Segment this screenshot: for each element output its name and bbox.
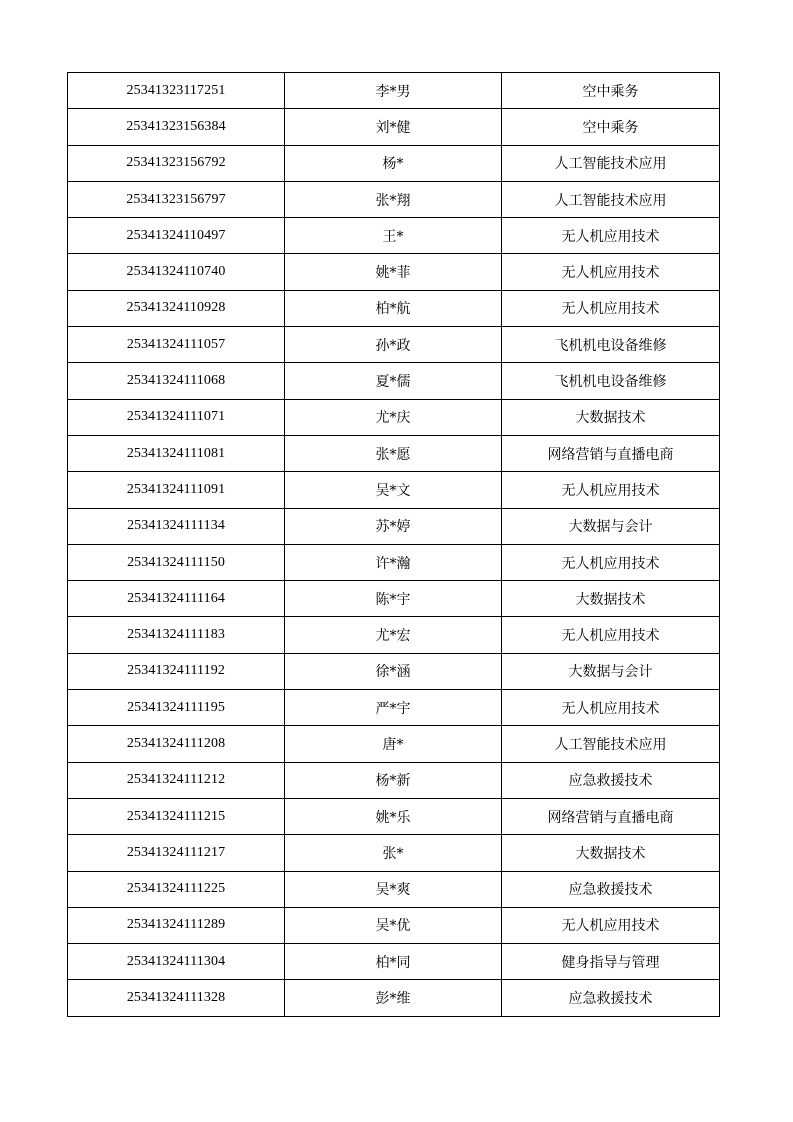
major-cell: 飞机机电设备维修	[502, 327, 720, 363]
table-row	[68, 508, 720, 544]
major-cell: 无人机应用技术	[502, 254, 720, 290]
student-id-cell: 25341324111304	[68, 944, 285, 980]
table-row	[68, 581, 720, 617]
table-row	[68, 109, 720, 145]
student-name-cell: 张*翔	[285, 181, 502, 217]
major-cell: 空中乘务	[502, 73, 720, 109]
student-id-cell: 25341324111071	[68, 399, 285, 435]
student-name-cell: 柏*航	[285, 290, 502, 326]
student-id-cell: 25341324111289	[68, 907, 285, 943]
student-name-cell: 徐*涵	[285, 653, 502, 689]
major-cell: 人工智能技术应用	[502, 145, 720, 181]
major-cell: 无人机应用技术	[502, 218, 720, 254]
table-row	[68, 690, 720, 726]
student-id-cell: 25341323156797	[68, 181, 285, 217]
student-name-cell: 王*	[285, 218, 502, 254]
student-name-cell: 吴*文	[285, 472, 502, 508]
student-id-cell: 25341324111328	[68, 980, 285, 1016]
major-cell: 无人机应用技术	[502, 617, 720, 653]
student-id-cell: 25341324111192	[68, 653, 285, 689]
major-cell: 无人机应用技术	[502, 290, 720, 326]
major-cell: 网络营销与直播电商	[502, 798, 720, 834]
table-row	[68, 980, 720, 1016]
student-name-cell: 姚*菲	[285, 254, 502, 290]
student-id-cell: 25341323156792	[68, 145, 285, 181]
major-cell: 大数据与会计	[502, 508, 720, 544]
student-id-cell: 25341324110497	[68, 218, 285, 254]
table-row	[68, 726, 720, 762]
student-name-cell: 姚*乐	[285, 798, 502, 834]
table-row	[68, 617, 720, 653]
student-id-cell: 25341324111081	[68, 435, 285, 471]
table-row	[68, 73, 720, 109]
student-name-cell: 李*男	[285, 73, 502, 109]
major-cell: 网络营销与直播电商	[502, 435, 720, 471]
major-cell: 大数据技术	[502, 399, 720, 435]
student-name-cell: 陈*宇	[285, 581, 502, 617]
student-id-cell: 25341324111217	[68, 835, 285, 871]
student-name-cell: 许*瀚	[285, 544, 502, 580]
major-cell: 无人机应用技术	[502, 690, 720, 726]
table-row	[68, 944, 720, 980]
table-row	[68, 399, 720, 435]
table-row	[68, 327, 720, 363]
table-row	[68, 762, 720, 798]
student-name-cell: 唐*	[285, 726, 502, 762]
student-id-cell: 25341323117251	[68, 73, 285, 109]
table-row	[68, 544, 720, 580]
student-name-cell: 夏*儒	[285, 363, 502, 399]
student-id-cell: 25341323156384	[68, 109, 285, 145]
major-cell: 大数据与会计	[502, 653, 720, 689]
student-name-cell: 张*	[285, 835, 502, 871]
table-row	[68, 435, 720, 471]
major-cell: 大数据技术	[502, 581, 720, 617]
student-id-cell: 25341324111164	[68, 581, 285, 617]
major-cell: 空中乘务	[502, 109, 720, 145]
student-id-cell: 25341324111215	[68, 798, 285, 834]
student-id-cell: 25341324111091	[68, 472, 285, 508]
table-row	[68, 145, 720, 181]
table-row	[68, 653, 720, 689]
student-id-cell: 25341324111134	[68, 508, 285, 544]
student-id-cell: 25341324111183	[68, 617, 285, 653]
major-cell: 飞机机电设备维修	[502, 363, 720, 399]
student-name-cell: 严*宇	[285, 690, 502, 726]
student-id-cell: 25341324111195	[68, 690, 285, 726]
student-name-cell: 苏*婷	[285, 508, 502, 544]
student-id-cell: 25341324111208	[68, 726, 285, 762]
major-cell: 无人机应用技术	[502, 472, 720, 508]
student-name-cell: 尤*庆	[285, 399, 502, 435]
student-name-cell: 孙*政	[285, 327, 502, 363]
student-id-cell: 25341324111057	[68, 327, 285, 363]
student-name-cell: 吴*优	[285, 907, 502, 943]
student-id-cell: 25341324111212	[68, 762, 285, 798]
table-row	[68, 871, 720, 907]
student-name-cell: 彭*维	[285, 980, 502, 1016]
table-row	[68, 254, 720, 290]
table-row	[68, 472, 720, 508]
major-cell: 无人机应用技术	[502, 907, 720, 943]
table-row	[68, 798, 720, 834]
student-name-cell: 张*愿	[285, 435, 502, 471]
major-cell: 无人机应用技术	[502, 544, 720, 580]
student-name-cell: 刘*健	[285, 109, 502, 145]
major-cell: 应急救援技术	[502, 762, 720, 798]
student-name-cell: 柏*同	[285, 944, 502, 980]
student-id-cell: 25341324110928	[68, 290, 285, 326]
student-name-cell: 杨*新	[285, 762, 502, 798]
table-row	[68, 363, 720, 399]
student-id-cell: 25341324111225	[68, 871, 285, 907]
major-cell: 大数据技术	[502, 835, 720, 871]
table-row	[68, 290, 720, 326]
student-name-cell: 杨*	[285, 145, 502, 181]
student-roster-table	[67, 72, 720, 1017]
table-row	[68, 907, 720, 943]
major-cell: 应急救援技术	[502, 871, 720, 907]
major-cell: 人工智能技术应用	[502, 726, 720, 762]
table-row	[68, 835, 720, 871]
student-id-cell: 25341324111068	[68, 363, 285, 399]
table-row	[68, 218, 720, 254]
table-row	[68, 181, 720, 217]
major-cell: 健身指导与管理	[502, 944, 720, 980]
major-cell: 人工智能技术应用	[502, 181, 720, 217]
roster-table-body	[68, 73, 720, 1017]
student-name-cell: 尤*宏	[285, 617, 502, 653]
student-id-cell: 25341324110740	[68, 254, 285, 290]
student-id-cell: 25341324111150	[68, 544, 285, 580]
student-name-cell: 吴*爽	[285, 871, 502, 907]
major-cell: 应急救援技术	[502, 980, 720, 1016]
